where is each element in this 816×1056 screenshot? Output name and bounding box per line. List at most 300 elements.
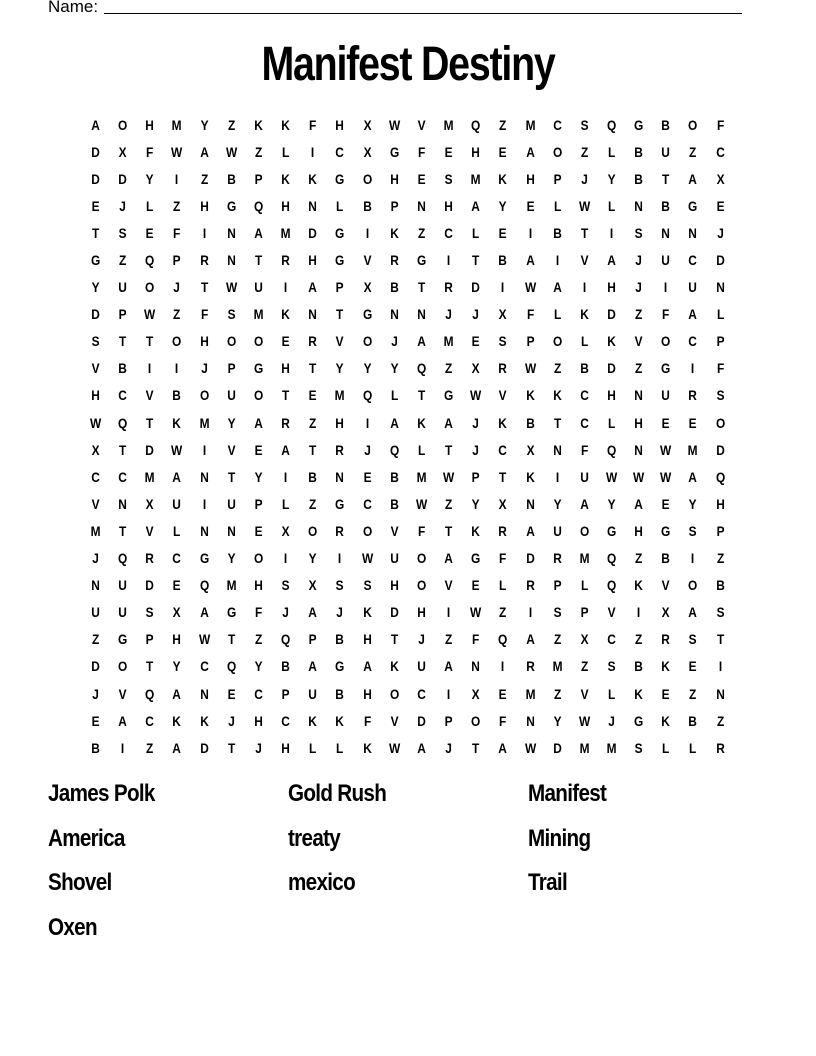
word-bank-item: Gold Rush [288,780,387,807]
grid-letter: B [91,739,100,756]
grid-letter: Z [689,685,697,702]
grid-letter: Z [444,360,453,377]
grid-letter: T [417,279,426,296]
grid-letter: Q [606,441,617,458]
grid-letter: Z [499,116,507,133]
grid-letter: G [226,604,236,621]
grid-letter: B [661,197,671,214]
grid-letter: W [171,441,183,458]
grid-letter: E [254,441,263,458]
grid-letter: I [446,685,451,702]
name-label: Name: [48,0,99,16]
grid-letter: K [634,577,644,594]
grid-letter: U [580,468,589,485]
grid-letter: G [226,197,236,214]
grid-letter: O [253,333,264,350]
grid-letter: R [281,414,290,431]
grid-letter: I [691,550,695,567]
grid-letter: C [580,387,589,404]
grid-letter: X [498,495,507,512]
grid-letter: K [281,116,290,133]
word-bank-item: Shovel [48,869,112,896]
grid-letter: T [716,631,724,648]
grid-letter: Z [716,712,724,729]
grid-letter: B [335,631,345,648]
grid-letter: A [525,143,535,160]
grid-row [82,626,734,653]
grid-letter: H [335,116,345,133]
grid-letter: R [335,441,345,458]
grid-letter: M [606,739,617,756]
grid-letter: O [471,712,481,729]
grid-letter: J [363,441,371,458]
grid-letter: Y [607,170,616,187]
grid-letter: O [416,577,427,594]
grid-letter: J [255,739,262,756]
grid-letter: W [524,279,536,296]
grid-letter: H [199,333,209,350]
grid-letter: A [308,604,318,621]
grid-letter: X [471,685,480,702]
grid-letter: X [716,170,725,187]
grid-letter: A [91,116,100,133]
grid-letter: M [443,116,454,133]
grid-letter: F [417,143,426,160]
grid-letter: G [118,631,128,648]
grid-letter: D [118,170,128,187]
grid-letter: N [308,197,318,214]
grid-letter: D [91,658,100,675]
grid-letter: A [308,279,318,296]
grid-letter: E [91,197,100,214]
grid-letter: G [661,522,671,539]
grid-letter: I [664,279,668,296]
grid-letter: X [661,604,670,621]
grid-letter: M [335,387,345,404]
grid-letter: W [578,197,591,214]
grid-letter: R [552,550,562,567]
grid-letter: K [498,414,508,431]
grid-letter: G [416,252,427,269]
grid-letter: N [525,495,535,512]
grid-letter: A [417,739,426,756]
grid-letter: P [553,577,562,594]
grid-letter: V [580,685,589,702]
grid-letter: U [552,522,562,539]
grid-letter: U [118,577,128,594]
grid-letter: W [660,468,672,485]
grid-letter: I [311,143,315,160]
grid-letter: R [661,631,671,648]
grid-letter: T [227,739,235,756]
grid-letter: V [145,387,154,404]
grid-letter: F [173,224,181,241]
grid-letter: Q [118,414,128,431]
grid-letter: Q [715,468,725,485]
grid-letter: W [415,495,428,512]
grid-letter: G [90,252,101,269]
grid-letter: J [390,333,398,350]
grid-letter: S [336,577,344,594]
grid-letter: X [173,604,182,621]
grid-letter: I [121,739,125,756]
grid-letter: Q [416,360,427,377]
grid-letter: N [715,279,725,296]
grid-letter: Y [553,712,562,729]
grid-letter: V [444,577,453,594]
grid-letter: L [417,441,426,458]
grid-letter: J [581,170,588,187]
grid-letter: Q [145,252,155,269]
word-bank-item: Mining [528,824,591,852]
grid-letter: S [580,116,589,133]
grid-letter: A [254,414,263,431]
grid-letter: E [145,224,154,241]
grid-letter: A [688,306,698,323]
grid-letter: Y [471,495,480,512]
grid-letter: E [173,577,182,594]
grid-letter: D [552,739,562,756]
grid-letter: O [552,333,562,350]
grid-row [82,192,734,219]
grid-letter: F [417,522,426,539]
grid-letter: A [172,739,182,756]
grid-letter: B [634,143,644,160]
grid-letter: I [501,658,505,675]
grid-letter: A [389,414,399,431]
grid-letter: Z [635,360,643,377]
grid-letter: H [471,143,481,160]
grid-letter: B [389,495,399,512]
grid-letter: E [526,197,535,214]
grid-letter: B [227,170,236,187]
grid-letter: H [145,116,155,133]
grid-letter: Y [145,170,154,187]
grid-letter: B [498,252,508,269]
grid-letter: P [580,604,589,621]
grid-letter: I [691,360,695,377]
grid-letter: E [498,143,507,160]
grid-row [82,382,734,409]
grid-letter: A [308,658,318,675]
grid-letter: F [526,306,534,323]
grid-letter: C [254,685,263,702]
grid-letter: Z [227,116,235,133]
grid-letter: L [607,414,616,431]
grid-letter: V [336,333,344,350]
grid-letter: K [417,414,426,431]
grid-letter: P [308,631,317,648]
grid-letter: P [254,495,263,512]
grid-letter: J [92,550,99,567]
grid-letter: N [335,468,345,485]
grid-letter: J [635,279,643,296]
grid-letter: A [580,495,589,512]
grid-letter: K [172,712,182,729]
grid-letter: U [661,252,671,269]
grid-letter: L [336,739,344,756]
grid-letter: K [607,333,616,350]
grid-letter: Q [471,116,481,133]
grid-letter: H [607,387,616,404]
grid-letter: O [145,279,155,296]
grid-letter: T [91,224,100,241]
grid-letter: I [582,279,587,296]
grid-letter: O [172,333,182,350]
grid-letter: Z [417,224,426,241]
grid-letter: H [254,577,263,594]
grid-letter: A [525,522,535,539]
word-bank-item: mexico [288,869,356,896]
grid-letter: P [281,685,290,702]
grid-letter: P [716,522,725,539]
grid-letter: B [661,550,671,567]
grid-letter: K [172,414,182,431]
grid-letter: G [389,143,399,160]
grid-letter: U [172,495,182,512]
grid-letter: F [499,712,507,729]
grid-letter: W [144,306,156,323]
grid-letter: G [335,252,345,269]
grid-letter: N [118,495,128,512]
grid-letter: O [253,387,264,404]
grid-letter: X [471,360,480,377]
grid-letter: O [308,522,318,539]
grid-letter: Q [606,577,617,594]
grid-letter: N [227,224,236,241]
grid-letter: B [172,387,182,404]
grid-letter: B [715,577,725,594]
grid-letter: L [336,197,344,214]
grid-letter: I [338,550,342,567]
grid-letter: C [552,116,562,133]
grid-letter: G [634,116,644,133]
grid-letter: S [227,306,236,323]
grid-letter: D [145,441,155,458]
grid-letter: Y [607,495,616,512]
grid-letter: L [472,224,480,241]
grid-letter: P [553,170,562,187]
grid-letter: J [472,306,480,323]
grid-letter: A [607,252,616,269]
grid-letter: E [417,170,426,187]
grid-letter: X [363,143,372,160]
grid-row [82,436,734,463]
grid-letter: N [227,522,236,539]
grid-letter: V [91,495,100,512]
grid-letter: T [146,333,154,350]
grid-letter: E [281,333,290,350]
grid-letter: S [634,224,643,241]
grid-letter: N [199,685,209,702]
grid-letter: C [444,224,453,241]
grid-letter: X [308,577,317,594]
grid-letter: A [688,170,698,187]
grid-letter: B [525,414,535,431]
grid-letter: H [308,252,318,269]
grid-letter: O [118,116,128,133]
grid-letter: O [253,550,264,567]
grid-letter: F [146,143,154,160]
grid-letter: D [607,360,616,377]
word-bank-item: Trail [528,869,568,896]
grid-letter: C [580,414,589,431]
grid-row [82,274,734,301]
grid-letter: L [580,333,589,350]
grid-letter: I [718,658,722,675]
grid-letter: O [579,522,590,539]
grid-letter: M [579,550,590,567]
grid-letter: T [119,441,127,458]
grid-letter: A [417,333,426,350]
grid-letter: R [498,522,508,539]
grid-row [82,246,734,273]
grid-row [82,111,734,138]
grid-letter: Q [281,631,291,648]
grid-row [82,653,734,680]
grid-letter: N [525,712,535,729]
grid-letter: H [634,522,644,539]
grid-letter: G [606,522,617,539]
grid-letter: H [91,387,100,404]
grid-letter: N [471,658,481,675]
grid-letter: Z [635,550,643,567]
grid-letter: T [227,468,235,485]
grid-letter: I [148,360,152,377]
grid-letter: M [470,170,481,187]
grid-letter: T [309,441,317,458]
grid-letter: A [444,414,453,431]
grid-letter: L [580,577,589,594]
grid-letter: T [444,522,453,539]
grid-letter: L [499,577,507,594]
grid-letter: F [716,360,724,377]
grid-letter: J [635,252,643,269]
grid-letter: S [281,577,290,594]
grid-letter: G [661,360,671,377]
grid-letter: D [308,224,318,241]
grid-letter: I [637,604,641,621]
grid-letter: M [525,685,536,702]
grid-letter: T [472,739,480,756]
grid-letter: M [253,306,264,323]
grid-letter: Y [553,495,562,512]
grid-letter: Z [553,360,561,377]
grid-letter: I [528,604,532,621]
grid-letter: S [444,170,453,187]
grid-letter: J [119,197,127,214]
grid-letter: T [417,387,426,404]
grid-letter: C [172,550,182,567]
grid-letter: Z [173,197,181,214]
grid-letter: W [388,739,400,756]
grid-letter: E [661,495,670,512]
grid-letter: A [525,631,535,648]
grid-letter: J [200,360,208,377]
grid-letter: G [335,170,345,187]
grid-letter: L [309,739,317,756]
grid-letter: R [525,577,535,594]
letter-grid [82,111,734,761]
grid-letter: E [444,143,453,160]
grid-letter: T [200,279,208,296]
grid-letter: L [282,143,290,160]
grid-letter: O [362,333,372,350]
grid-letter: H [335,414,345,431]
grid-letter: N [715,685,725,702]
grid-letter: D [471,279,481,296]
grid-letter: P [444,712,453,729]
grid-letter: D [715,252,725,269]
grid-letter: L [607,197,616,214]
grid-letter: J [418,631,425,648]
grid-letter: V [390,522,399,539]
grid-letter: V [145,522,154,539]
grid-letter: O [688,577,698,594]
grid-letter: Z [444,495,453,512]
grid-letter: Z [553,685,561,702]
grid-letter: T [282,387,290,404]
grid-letter: Z [254,143,263,160]
grid-letter: N [91,577,100,594]
grid-letter: I [365,224,369,241]
grid-letter: R [498,360,508,377]
grid-letter: W [524,360,536,377]
grid-letter: E [471,333,480,350]
grid-letter: Y [689,495,697,512]
grid-letter: P [390,197,399,214]
grid-letter: X [118,143,127,160]
grid-letter: T [119,333,127,350]
grid-letter: L [689,739,697,756]
grid-letter: A [525,252,535,269]
grid-letter: A [172,468,182,485]
grid-letter: A [199,143,209,160]
grid-letter: U [254,279,263,296]
grid-letter: V [661,577,670,594]
grid-letter: K [335,712,345,729]
grid-letter: M [579,739,590,756]
grid-row [82,138,734,165]
grid-letter: Z [444,631,453,648]
grid-letter: X [363,116,372,133]
grid-letter: H [254,712,263,729]
grid-letter: D [715,441,725,458]
grid-letter: C [715,143,725,160]
grid-letter: Y [254,658,263,675]
grid-letter: J [445,306,452,323]
grid-letter: A [254,224,263,241]
grid-letter: Z [580,143,589,160]
word-bank [48,776,768,954]
grid-letter: P [254,170,263,187]
grid-letter: K [281,306,290,323]
grid-letter: C [118,468,128,485]
grid-letter: N [227,252,236,269]
grid-letter: D [199,739,209,756]
name-field[interactable] [48,0,742,18]
grid-letter: L [173,522,181,539]
grid-letter: E [471,577,480,594]
grid-letter: K [634,685,644,702]
grid-letter: E [363,468,372,485]
grid-letter: N [417,197,426,214]
grid-letter: R [335,522,345,539]
grid-letter: F [200,306,208,323]
grid-letter: U [118,279,128,296]
grid-letter: Q [498,631,508,648]
grid-letter: R [525,658,535,675]
